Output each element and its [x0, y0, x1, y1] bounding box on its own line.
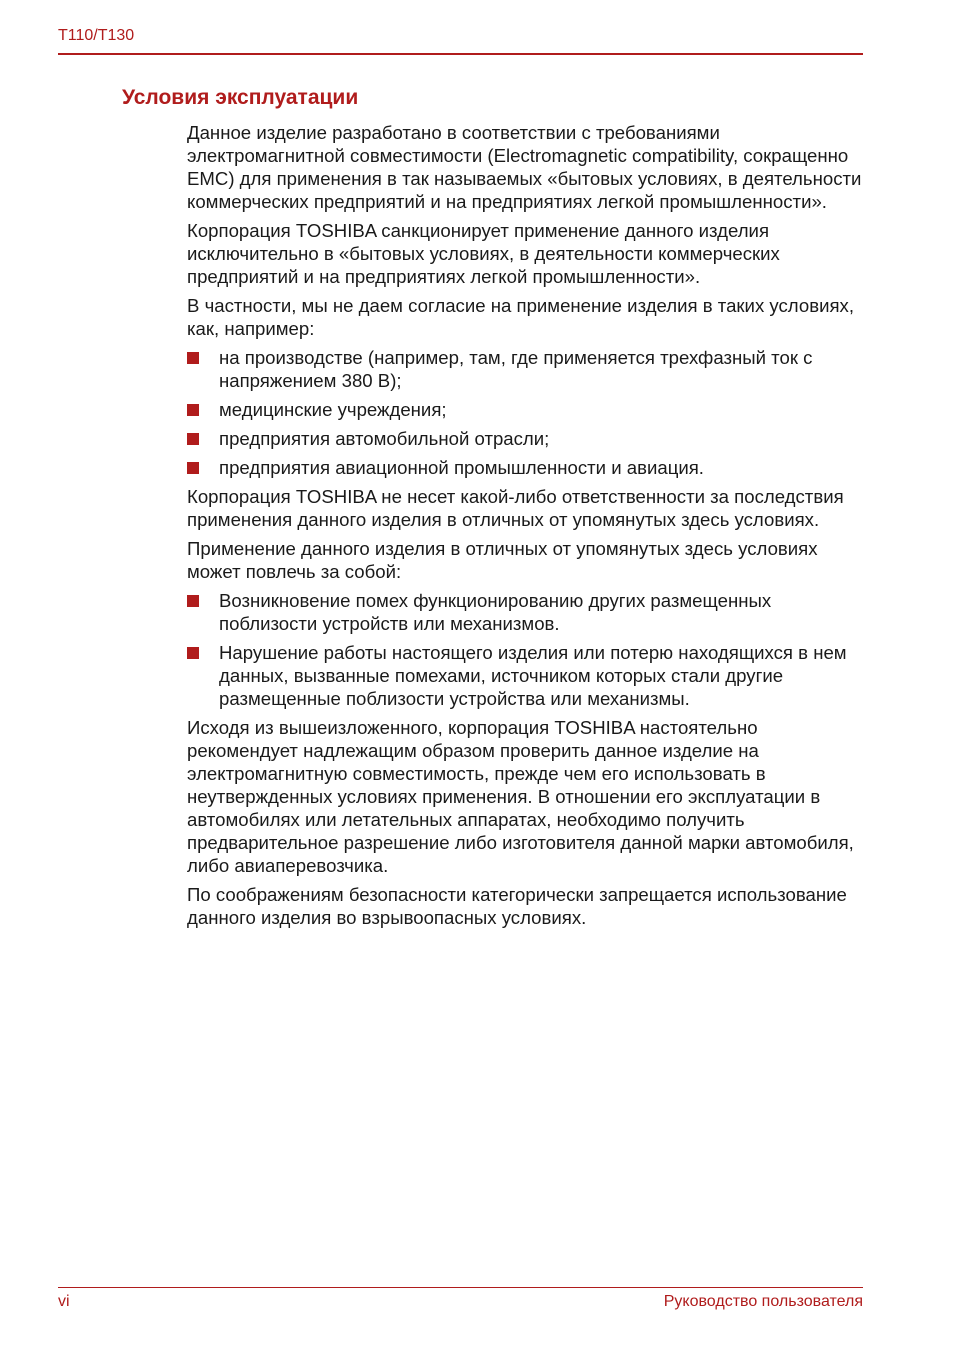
page-number: vi [58, 1293, 70, 1310]
square-bullet-icon [187, 404, 199, 416]
list-item [187, 641, 863, 710]
list-item [187, 456, 863, 479]
footer-manual-title: Руководство пользователя [663, 1293, 863, 1310]
list-item-text: Возникновение помех функционированию других размещенных поблизости устройств или механизмов. [219, 590, 772, 634]
paragraph: В частности, мы не даем согласие на применение изделия в таких условиях, как, например: [187, 295, 854, 339]
paragraph: Применение данного изделия в отличных от упомянутых здесь условиях может повлечь за собой: [187, 538, 818, 582]
square-bullet-icon [187, 647, 199, 659]
list-item-text: Нарушение работы настоящего изделия или потерю находящихся в нем данных, вызванные помехами, источником которых стали другие размещенные поблизости устройства или механизмы. [219, 642, 847, 709]
paragraph: Корпорация TOSHIBA не несет какой-либо ответственности за последствия применения данного изделия в отличных от упомянутых здесь условиях. [187, 486, 844, 530]
list-item [187, 346, 863, 392]
square-bullet-icon [187, 433, 199, 445]
list-item [187, 589, 863, 635]
header-model-title: T110/T130 [58, 27, 135, 44]
consequences-list [187, 589, 863, 710]
section-body [187, 121, 863, 935]
square-bullet-icon [187, 595, 199, 607]
square-bullet-icon [187, 462, 199, 474]
paragraph: Исходя из вышеизложенного, корпорация TOSHIBA настоятельно рекомендует надлежащим образом проверить данное изделие на электромагнитную совместимость, прежде чем его использовать в неутвержденных условиях применения. В отношении его эксплуатации в автомобилях или летательных аппаратах, необходимо получить предварительное разрешение либо изготовителя данной марки автомобиля, либо авиаперевозчика. [187, 717, 854, 876]
list-item [187, 427, 863, 450]
list-item [187, 398, 863, 421]
paragraph: Корпорация TOSHIBA санкционирует применение данного изделия исключительно в «бытовых условиях, в деятельности коммерческих предприятий и на предприятиях легкой промышленности». [187, 220, 780, 287]
square-bullet-icon [187, 352, 199, 364]
header-divider [58, 53, 863, 55]
section-heading: Условия эксплуатации [122, 86, 359, 109]
paragraph: По соображениям безопасности категорически запрещается использование данного изделия во взрывоопасных условиях. [187, 884, 847, 928]
list-item-text: предприятия автомобильной отрасли; [219, 428, 550, 449]
list-item-text: медицинские учреждения; [219, 399, 447, 420]
list-item-text: на производстве (например, там, где применяется трехфазный ток с напряжением 380 В); [219, 347, 813, 391]
list-item-text: предприятия авиационной промышленности и авиация. [219, 457, 704, 478]
paragraph: Данное изделие разработано в соответствии с требованиями электромагнитной совместимости (Electromagnetic compatibility, сокращенно EMC) для применения в так называемых «бытовых условиях, в деятельности коммерческих предприятий и на предприятиях легкой промышленности». [187, 122, 862, 212]
footer-divider [58, 1287, 863, 1288]
restricted-uses-list [187, 346, 863, 479]
